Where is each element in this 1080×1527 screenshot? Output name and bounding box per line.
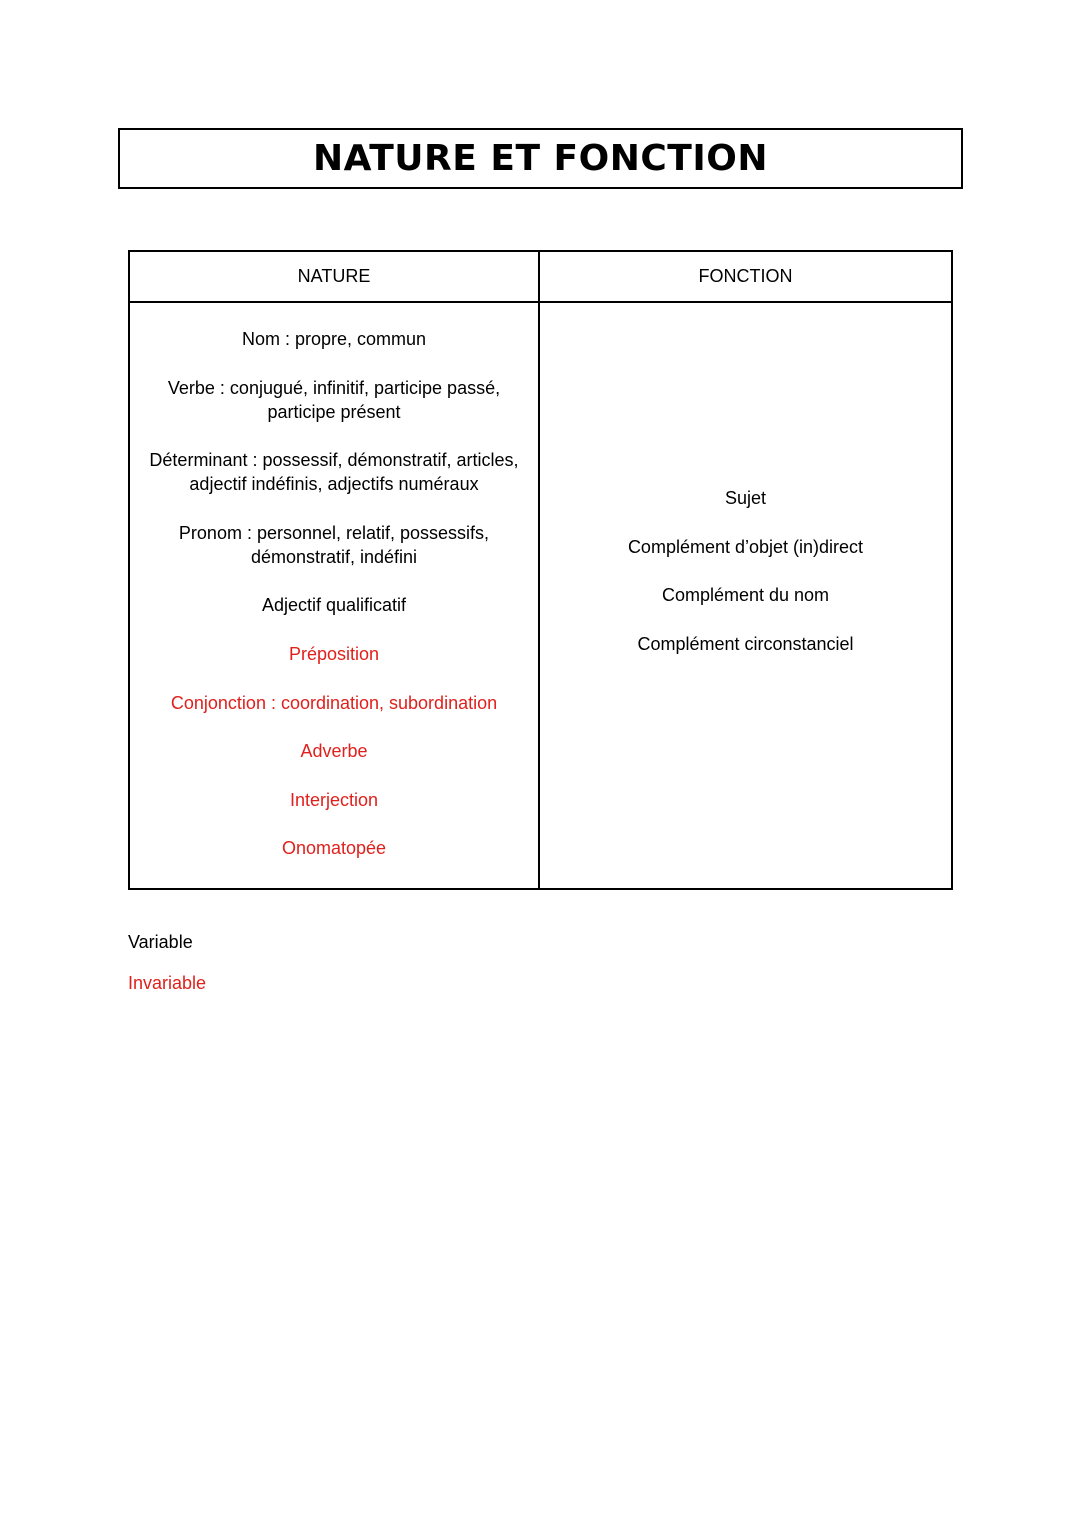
nature-item-adverbe (130, 739, 538, 763)
title-box (118, 128, 963, 189)
nature-item-onomatopee (130, 836, 538, 860)
legend-variable: Variable (128, 932, 193, 952)
nature-item-pronom (130, 521, 538, 569)
nature-fonction-table (128, 250, 953, 890)
nature-item-nom (130, 327, 538, 351)
nature-list (130, 303, 540, 888)
fonction-item-sujet: Sujet (724, 488, 767, 508)
fonction-item-complement-circonstanciel: Complément circonstanciel (637, 633, 854, 654)
nature-item-adjectif (130, 593, 538, 617)
nature-line: Adverbe (300, 741, 368, 762)
fonction-list (540, 303, 951, 888)
nature-line: Déterminant : possessif, démonstratif, articles, (149, 450, 519, 471)
nature-line: Nom : propre, commun (241, 329, 427, 349)
legend-invariable: Invariable (128, 973, 207, 993)
nature-line: participe présent (267, 401, 401, 422)
nature-line: Préposition (288, 643, 380, 664)
page-title: NATURE ET FONCTION (313, 138, 768, 179)
nature-line: Onomatopée (281, 838, 387, 859)
nature-item-verbe (130, 376, 538, 424)
nature-line: Interjection (289, 789, 379, 810)
header-fonction: FONCTION (540, 252, 951, 303)
nature-item-interjection (130, 788, 538, 812)
nature-item-conjonction (130, 691, 538, 715)
fonction-item-cod: Complément d’objet (in)direct (627, 536, 864, 557)
nature-item-determinant (130, 448, 538, 496)
nature-line: adjectif indéfinis, adjectifs numéraux (189, 474, 479, 495)
nature-line: Verbe : conjugué, infinitif, participe passé, (167, 377, 501, 398)
nature-item-preposition (130, 642, 538, 666)
nature-line: Pronom : personnel, relatif, possessifs, (178, 522, 490, 543)
nature-line: Adjectif qualificatif (261, 595, 407, 616)
nature-line: Conjonction : coordination, subordination (170, 692, 498, 713)
header-nature: NATURE (130, 252, 540, 303)
fonction-item-complement-nom: Complément du nom (661, 585, 830, 606)
nature-line: démonstratif, indéfini (250, 546, 418, 567)
